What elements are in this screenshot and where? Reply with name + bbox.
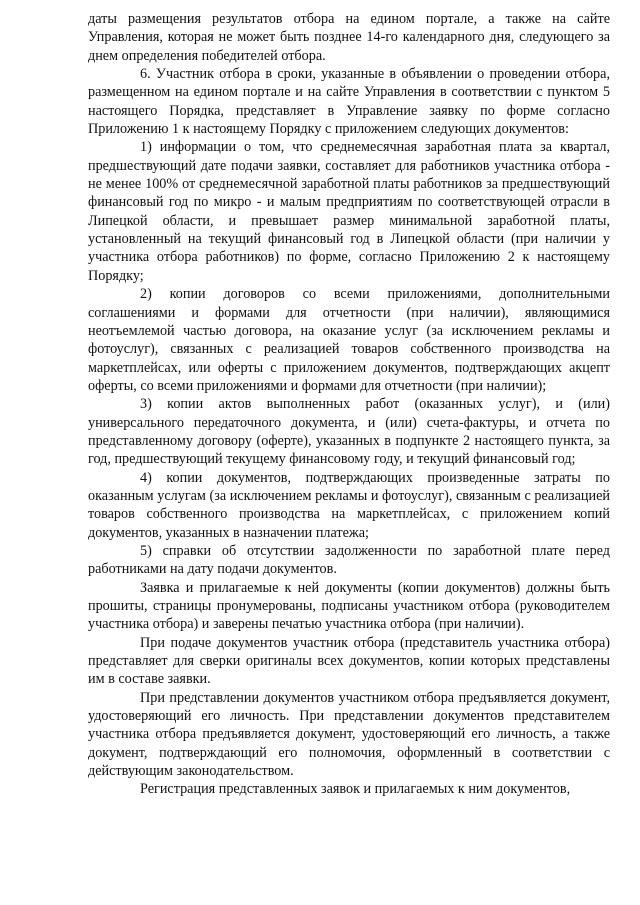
paragraph-application-binding: Заявка и прилагаемые к ней документы (копии документов) должны быть прошиты, страницы пронумерованы, подписаны участником отбора (руководителем участника отбора) и заверены печатью участника отбора (при наличии). <box>88 579 610 633</box>
paragraph-continuation: даты размещения результатов отбора на едином портале, а также на сайте Управления, которая не может быть позднее 14-го календарного дня, следующего за днем определения победителей отбора. <box>88 11 610 64</box>
paragraph-item-6: 6. Участник отбора в сроки, указанные в объявлении о проведении отбора, размещенном на едином портале и на сайте Управления в соответствии с пунктом 5 настоящего Порядка, представляет в Управление заявку по форме согласно Приложению 1 к настоящему Порядку с приложением следующих документов: <box>88 66 610 138</box>
paragraph-registration: Регистрация представленных заявок и прилагаемых к ним документов, <box>140 781 571 798</box>
paragraph-identity-documents: При представлении документов участником отбора предъявляется документ, удостоверяющий его личность. При представлении документов представителем участника отбора предъявляется документ, удостоверяющий его личность, а также документ, подтверждающий его полномочия, оформленный в соответствии с действующим законодательством. <box>88 689 610 780</box>
paragraph-subitem-3: 3) копии актов выполненных работ (оказанных услуг), и (или) универсального передаточного документа, и (или) счета-фактуры, и отчета по представленному договору (оферте), указанных в подпункте 2 настоящего пункта, за год, предшествующий текущему финансовому году, и текущий финансовый год; <box>88 396 610 468</box>
paragraph-subitem-5: 5) справки об отсутствии задолженности по заработной плате перед работниками на дату подачи документов. <box>88 542 610 578</box>
document-page <box>88 10 610 799</box>
paragraph-subitem-2: 2) копии договоров со всеми приложениями, дополнительными соглашениями и формами для отчетности (при наличии), являющимися неотъемлемой частью договора, на оказание услуг (за исключением рекламы и фотоуслуг), связанных с реализацией товаров собственного производства на маркетплейсах, или оферты с приложением документов, подтверждающих акцепт оферты, со всеми приложениями и формами для отчетности (при наличии); <box>88 286 610 394</box>
paragraph-originals-check: При подаче документов участник отбора (представитель участника отбора) представляет для сверки оригиналы всех документов, копии которых представлены им в составе заявки. <box>88 634 610 688</box>
paragraph-subitem-4: 4) копии документов, подтверждающих произведенные затраты по оказанным услугам (за исключением рекламы и фотоуслуг), связанным с реализацией товаров собственного производства на маркетплейсах, с приложением копий документов, указанных в назначении платежа; <box>88 469 610 541</box>
paragraph-subitem-1: 1) информации о том, что среднемесячная заработная плата за квартал, предшествующий дате подачи заявки, составляет для работников участника отбора - не менее 100% от среднемесячной заработной платы работников за предшествующий финансовый год по микро - и малым предприятиям по соответствующей отрасли в Липецкой области, и превышает размер минимальной заработной платы, установленный на текущий финансовый год в Липецкой области (при наличии у участника отбора работников) по форме, согласно Приложению 2 к настоящему Порядку; <box>88 139 610 284</box>
